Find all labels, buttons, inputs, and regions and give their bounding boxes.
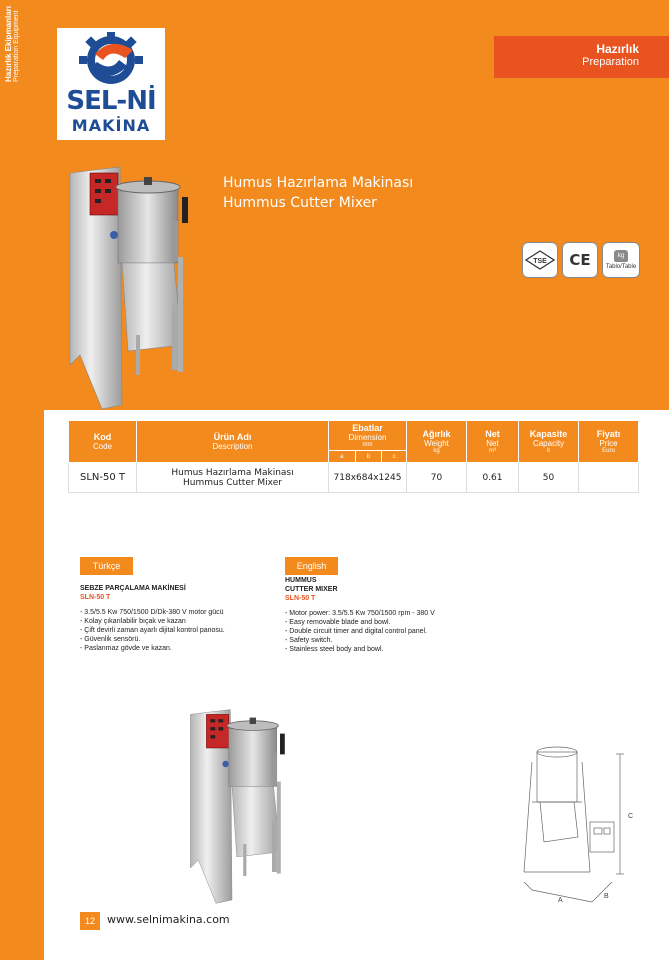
desc-tr-heading: SEBZE PARÇALAMA MAKİNESİ [80,585,186,592]
th-dimension: Ebatlar Dimension mm [329,421,407,451]
desc-en-line: - Motor power: 3.5/5.5 Kw 750/1500 rpm - 380 V [285,610,435,617]
cell-net: 0.61 [467,463,519,493]
logo-sub: MAKİNA [71,116,151,135]
th-net: Net Net m³ [467,421,519,463]
desc-en-heading-1: HUMMUS [285,577,317,584]
product-title-tr: Humus Hazırlama Makinası [223,175,414,191]
website-url: www.selnimakina.com [107,913,230,926]
th-dim-a: a [329,451,356,463]
technical-drawing [512,742,642,910]
gear-logo-icon [65,32,157,88]
dim-label-a: A [558,897,563,904]
kg-weight-icon: kg [614,250,628,262]
certification-row [522,242,640,278]
ce-icon [562,242,598,278]
description-en [285,576,485,654]
ce-mark: CE [569,251,591,269]
svg-text:TSE: TSE [533,258,547,265]
logo-brand: SEL-Nİ [66,86,156,116]
cell-desc-tr: Humus Hazırlama Makinası [171,467,294,478]
cell-code: SLN-50 T [69,463,137,493]
section-badge [494,36,669,78]
description-tr [80,584,270,653]
cell-dimension: 718x684x1245 [329,463,407,493]
company-logo [57,28,165,140]
cell-weight: 70 [407,463,467,493]
th-weight: Ağırlık Weight kg [407,421,467,463]
desc-en-line: - Double circuit timer and digital control panel. [285,628,428,635]
cell-capacity: 50 [519,463,579,493]
tab-turkish: Türkçe [80,557,133,575]
cell-price [579,463,639,493]
desc-en-line: - Easy removable blade and bowl. [285,619,391,626]
dim-label-c: C [628,813,634,820]
th-desc: Ürün Adı Description [137,421,329,463]
th-dim-c: c [382,451,407,463]
side-caption [4,6,20,82]
desc-tr-line: - Paslanmaz gövde ve kazan. [80,645,172,652]
th-dim-b: b [355,451,382,463]
th-code: Kod Code [69,421,137,463]
product-title [223,173,413,213]
desc-tr-line: - Güvenlik sensörü. [80,636,141,643]
th-price: Fiyatı Price Euro [579,421,639,463]
cell-desc [137,463,329,493]
machine-photo-secondary [184,708,304,908]
desc-en-code: SLN-50 T [285,595,316,602]
desc-tr-code: SLN-50 T [80,594,111,601]
machine-photo-main [62,165,212,415]
kg-table-icon [602,242,640,278]
desc-en-heading-2: CUTTER MIXER [285,586,338,593]
cell-desc-en: Hummus Cutter Mixer [183,477,282,488]
dim-label-b: B [604,893,609,900]
table-row [69,463,639,493]
tse-mark-icon [525,250,555,270]
product-title-en: Hummus Cutter Mixer [223,195,377,211]
side-strip [0,0,44,960]
desc-tr-line: - Kolay çıkarılabilir bıçak ve kazan [80,618,186,625]
section-en: Preparation [582,56,639,68]
side-caption-en: Preparation Equipment [13,10,20,82]
tse-icon [522,242,558,278]
tab-english: English [285,557,338,575]
table-label: Tablo/Table [605,264,637,270]
desc-en-line: - Stainless steel body and bowl. [285,646,384,653]
page-number: 12 [80,912,100,930]
spec-table [68,420,639,493]
desc-tr-line: - Çift devirli zaman ayarlı dijital kontrol panosu. [80,627,225,634]
desc-en-line: - Safety switch. [285,637,333,644]
section-tr: Hazırlık [596,42,639,56]
th-capacity: Kapasite Capacity lt [519,421,579,463]
side-caption-tr: Hazırlık Ekipmanları [4,5,13,82]
desc-tr-line: - 3.5/5.5 Kw 750/1500 D/Dk-380 V motor gücü [80,609,224,616]
